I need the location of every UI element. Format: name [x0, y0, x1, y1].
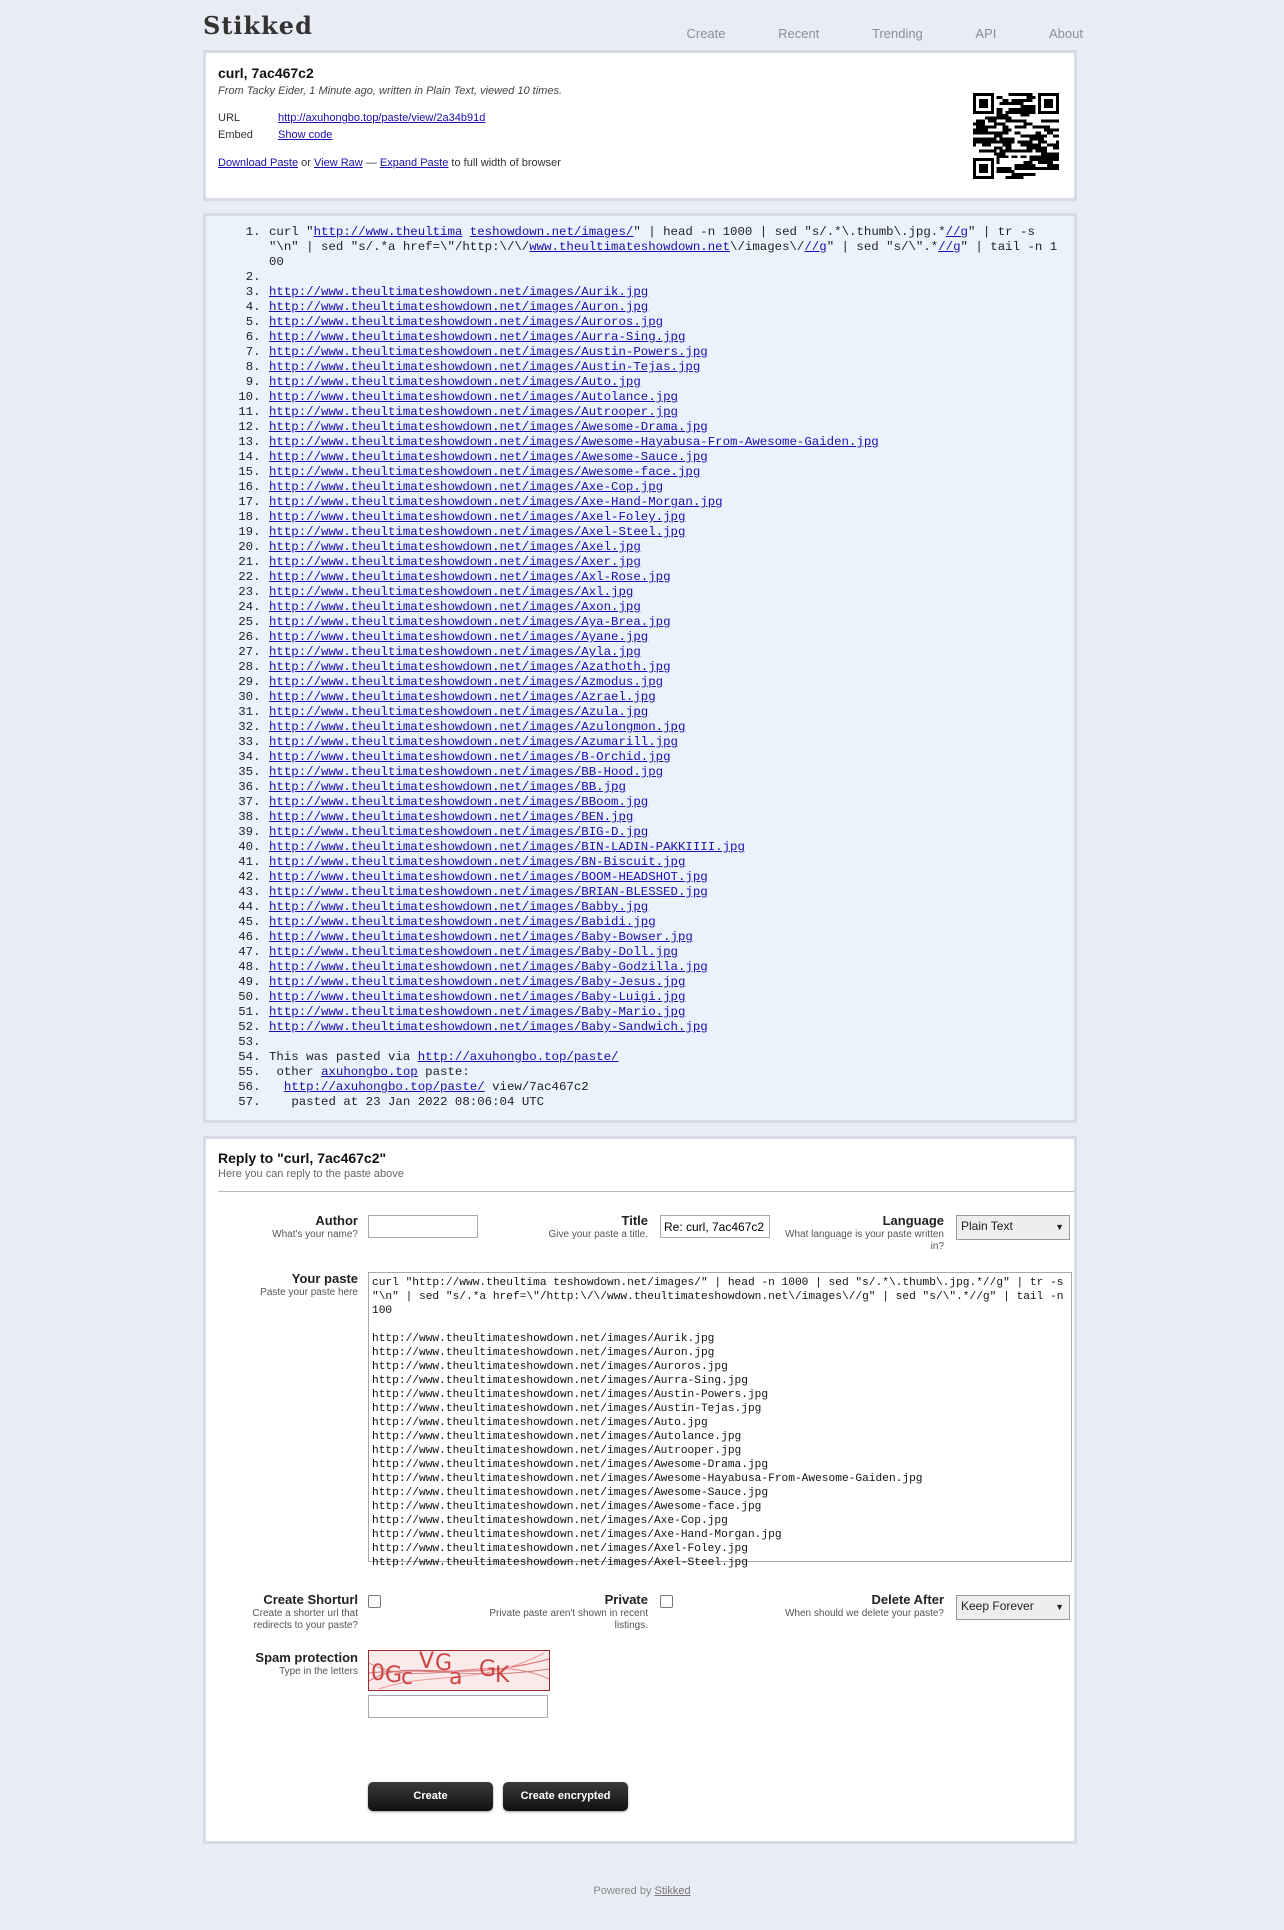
code-line	[268, 375, 1064, 390]
code-link[interactable]: http://www.theultimateshowdown.net/images/BN-Biscuit.jpg	[269, 855, 686, 869]
code-line	[268, 825, 1064, 840]
code-line	[268, 450, 1064, 465]
author-label: Author What's your name?	[272, 1213, 358, 1240]
delete-after-label: Delete After When should we delete your paste?	[785, 1592, 944, 1619]
code-link[interactable]: http://www.theultimateshowdown.net/images/Axon.jpg	[269, 600, 641, 614]
code-link[interactable]: http://www.theultimateshowdown.net/images/Autrooper.jpg	[269, 405, 678, 419]
nav-create[interactable]: Create	[686, 26, 726, 41]
code-link[interactable]: http://www.theultimateshowdown.net/images/Azmodus.jpg	[269, 675, 664, 689]
code-link[interactable]: http://www.theultimateshowdown.net/images/Baby-Doll.jpg	[269, 945, 678, 959]
captcha-char: V	[419, 1649, 435, 1674]
code-link[interactable]: http://www.theultimateshowdown.net/images/Axl.jpg	[269, 585, 634, 599]
code-link[interactable]: http://www.theultimateshowdown.net/images/Baby-Jesus.jpg	[269, 975, 686, 989]
show-code-link[interactable]: Show code	[278, 129, 333, 141]
code-link[interactable]: http://www.theultimateshowdown.net/images/Axel-Steel.jpg	[269, 525, 686, 539]
code-line	[268, 915, 1064, 930]
or-text: or	[298, 157, 315, 169]
code-link[interactable]: http://www.theultimateshowdown.net/images/Autolance.jpg	[269, 390, 678, 404]
code-link[interactable]: http://www.theultimateshowdown.net/images/Babby.jpg	[269, 900, 649, 914]
code-link[interactable]: http://www.theultimateshowdown.net/images/BIG-D.jpg	[269, 825, 649, 839]
code-line	[268, 585, 1064, 600]
code-line	[268, 345, 1064, 360]
code-line	[268, 360, 1064, 375]
code-link[interactable]: http://www.theultimateshowdown.net/images/Azumarill.jpg	[269, 735, 678, 749]
code-line: 55. other axuhongbo.top paste:	[268, 1065, 1064, 1080]
paste-code-box	[203, 213, 1077, 1123]
code-link[interactable]: http://www.theultimateshowdown.net/images/Awesome-Sauce.jpg	[269, 450, 708, 464]
paste-title: curl, 7ac467c2	[218, 65, 314, 81]
code-link[interactable]: http://www.theultimateshowdown.net/images/B-Orchid.jpg	[269, 750, 671, 764]
code-link[interactable]: http://www.theultimateshowdown.net/images/Ayane.jpg	[269, 630, 649, 644]
captcha-char: c	[401, 1665, 414, 1690]
code-line	[268, 975, 1064, 990]
code-line	[268, 945, 1064, 960]
code-line	[268, 660, 1064, 675]
site-header	[203, 10, 1083, 50]
code-link[interactable]: //g	[804, 240, 827, 254]
code-line	[268, 675, 1064, 690]
code-link[interactable]: http://www.theultimateshowdown.net/images/Axer.jpg	[269, 555, 641, 569]
code-line: 56. http://axuhongbo.top/paste/ view/7ac467c2	[268, 1080, 1064, 1095]
code-line	[268, 810, 1064, 825]
code-link[interactable]: http://www.theultimateshowdown.net/images/Axl-Rose.jpg	[269, 570, 671, 584]
reply-title: Reply to "curl, 7ac467c2"	[218, 1150, 387, 1166]
code-line	[268, 435, 1064, 450]
code-line	[268, 885, 1064, 900]
embed-row	[218, 129, 332, 141]
captcha-char: G	[435, 1651, 453, 1676]
captcha-char: a	[449, 1665, 463, 1690]
code-link[interactable]: http://www.theultimateshowdown.net/images/BOOM-HEADSHOT.jpg	[269, 870, 708, 884]
paste-url-link[interactable]: http://axuhongbo.top/paste/view/2a34b91d	[278, 112, 486, 124]
code-line	[268, 690, 1064, 705]
footer-text: Powered by	[593, 1885, 655, 1897]
code-line	[268, 870, 1064, 885]
code-line: 57. pasted at 23 Jan 2022 08:06:04 UTC	[268, 1095, 1064, 1110]
code-line	[268, 630, 1064, 645]
view-raw-link[interactable]: View Raw	[314, 157, 363, 169]
language-select[interactable]: Plain Text ▼	[956, 1215, 1070, 1240]
code-line	[268, 405, 1064, 420]
code-link[interactable]: http://www.theultima	[313, 225, 463, 239]
code-line	[268, 600, 1064, 615]
code-link[interactable]: http://www.theultimateshowdown.net/images/Baby-Bowser.jpg	[269, 930, 693, 944]
code-link[interactable]: http://www.theultimateshowdown.net/images/Baby-Mario.jpg	[269, 1005, 686, 1019]
code-link[interactable]: teshowdown.net/images/	[469, 225, 634, 239]
qr-code-icon	[973, 93, 1059, 179]
title-input[interactable]	[660, 1215, 770, 1238]
code-line	[268, 1005, 1064, 1020]
code-link[interactable]: http://www.theultimateshowdown.net/images/BB.jpg	[269, 780, 626, 794]
captcha-char: G	[385, 1663, 403, 1688]
shorturl-label: Create Shorturl Create a shorter url that redirects to your paste?	[252, 1592, 358, 1631]
author-input[interactable]	[368, 1215, 478, 1238]
code-line	[268, 855, 1064, 870]
url-row	[218, 112, 485, 124]
title-label: Title Give your paste a title.	[548, 1213, 648, 1240]
paste-info-box	[203, 50, 1077, 201]
code-line	[268, 900, 1064, 915]
code-link[interactable]: http://axuhongbo.top/paste/	[283, 1080, 485, 1094]
paste-textarea[interactable]: curl "http://www.theultima teshowdown.net/images/" | head -n 1000 | sed "s/.*\.thumb\.jpg.*//g" | tr -s "\n" | sed "s/.*a href=\"/http:\/\/www.theultimateshowdown.net\/images\//g" | sed "s/\".*//g" | tail -n 100 http://www.theultimateshowdown.net/images/Aurik.jpg http://www.theultimateshowdown.net/images/Auron.jpg http://www.theultimateshowdown.net/images/Auroros.jpg http://www.theultimateshowdown.net/images/Aurra-Sing.jpg http://www.theultimateshowdown.net/images/Austin-Powers.jpg http://www.theultimateshowdown.net/images/Austin-Tejas.jpg http://www.theultimateshowdown.net/images/Auto.jpg http://www.theultimateshowdown.net/images/Autolance.jpg http://www.theultimateshowdown.net/images/Autrooper.jpg http://www.theultimateshowdown.net/images/Awesome-Drama.jpg http://www.theultimateshowdown.net/images/Awesome-Hayabusa-From-Awesome-Gaiden.jpg http://www.theultimateshowdown.net/images/Awesome-Sauce.jpg http://www.theultimateshowdown.net/images/Awesome-face.jpg http://www.theultimateshowdown.net/images/Axe-Cop.jpg http://www.theultimateshowdown.net/images/Axe-Hand-Morgan.jpg http://www.theultimateshowdown.net/images/Axel-Foley.jpg http://www.theultimateshowdown.net/images/Axel-Steel.jpg	[368, 1272, 1072, 1562]
code-line	[268, 645, 1064, 660]
chevron-down-icon: ▼	[1055, 1222, 1064, 1232]
code-line: 1. curl "http://www.theultima teshowdown.net/images/" | head -n 1000 | sed "s/.*\.thumb\.jpg.*//g" | tr -s "\n" | sed "s/.*a href=\"/http:\/\/www.theultimateshowdown.net\/images\///g" | sed "s/\".*//g" | tail -n 100	[268, 225, 1064, 270]
paste-actions	[218, 157, 561, 169]
code-line	[268, 510, 1064, 525]
code-link[interactable]: http://www.theultimateshowdown.net/images/BBoom.jpg	[269, 795, 649, 809]
delete-after-select[interactable]: Keep Forever ▼	[956, 1595, 1070, 1620]
code-line	[268, 465, 1064, 480]
nav-api[interactable]: API	[975, 26, 997, 41]
code-line	[268, 1020, 1064, 1035]
code-link[interactable]: http://www.theultimateshowdown.net/images/Azula.jpg	[269, 705, 649, 719]
language-label: Language What language is your paste written in?	[785, 1213, 944, 1252]
code-line	[268, 780, 1064, 795]
code-link[interactable]: http://www.theultimateshowdown.net/images/BIN-LADIN-PAKKIIII.jpg	[269, 840, 745, 854]
code-link[interactable]: http://www.theultimateshowdown.net/images/Axel.jpg	[269, 540, 641, 554]
code-link[interactable]: http://www.theultimateshowdown.net/images/BRIAN-BLESSED.jpg	[269, 885, 708, 899]
expand-paste-link[interactable]: Expand Paste	[379, 157, 449, 169]
code-link[interactable]: http://www.theultimateshowdown.net/images/Azulongmon.jpg	[269, 720, 686, 734]
code-line	[268, 315, 1064, 330]
code-line	[268, 270, 1064, 285]
main-nav	[637, 26, 1083, 41]
code-link[interactable]: http://www.theultimateshowdown.net/images/BB-Hood.jpg	[269, 765, 664, 779]
code-link[interactable]: http://www.theultimateshowdown.net/images/Azrael.jpg	[269, 690, 656, 704]
code-line: 54. This was pasted via http://axuhongbo.top/paste/	[268, 1050, 1064, 1065]
reply-subtitle: Here you can reply to the paste above	[218, 1168, 404, 1180]
code-line	[268, 285, 1064, 300]
code-line	[268, 990, 1064, 1005]
spam-label: Spam protection Type in the letters	[255, 1650, 358, 1677]
code-line	[268, 705, 1064, 720]
code-line	[268, 720, 1064, 735]
code-link[interactable]: http://www.theultimateshowdown.net/images/Aurra-Sing.jpg	[269, 330, 686, 344]
code-link[interactable]: http://www.theultimateshowdown.net/images/Baby-Sandwich.jpg	[269, 1020, 708, 1034]
code-line	[268, 765, 1064, 780]
dash-text: —	[362, 157, 380, 169]
code-line	[268, 750, 1064, 765]
code-link[interactable]: http://www.theultimateshowdown.net/images/Baby-Godzilla.jpg	[269, 960, 708, 974]
code-line	[268, 300, 1064, 315]
private-label: Private Private paste aren't shown in recent listings.	[489, 1592, 648, 1631]
code-link[interactable]: http://www.theultimateshowdown.net/images/Ayla.jpg	[269, 645, 641, 659]
code-link[interactable]: http://www.theultimateshowdown.net/images/Baby-Luigi.jpg	[269, 990, 686, 1004]
divider	[218, 1191, 1074, 1192]
code-line	[268, 960, 1064, 975]
code-link[interactable]: axuhongbo.top	[321, 1065, 418, 1079]
code-line	[268, 735, 1064, 750]
embed-label: Embed	[218, 129, 253, 141]
private-checkbox[interactable]	[660, 1595, 673, 1608]
code-link[interactable]: http://www.theultimateshowdown.net/images/Austin-Tejas.jpg	[269, 360, 701, 374]
shorturl-checkbox[interactable]	[368, 1595, 381, 1608]
code-link[interactable]: http://www.theultimateshowdown.net/images/Awesome-face.jpg	[269, 465, 701, 479]
code-link[interactable]: http://www.theultimateshowdown.net/images/Babidi.jpg	[269, 915, 656, 929]
reply-form	[203, 1136, 1077, 1844]
code-line	[268, 555, 1064, 570]
code-link[interactable]: //g	[938, 240, 961, 254]
expand-suffix-text: to full width of browser	[448, 157, 561, 169]
code-line	[268, 570, 1064, 585]
code-link[interactable]: http://www.theultimateshowdown.net/images/Awesome-Drama.jpg	[269, 420, 708, 434]
code-link[interactable]: //g	[945, 225, 968, 239]
site-logo[interactable]: Stikked	[203, 11, 313, 40]
chevron-down-icon: ▼	[1055, 1602, 1064, 1612]
url-label: URL	[218, 112, 241, 124]
code-line	[268, 795, 1064, 810]
footer-stikked-link[interactable]: Stikked	[654, 1885, 691, 1897]
paste-meta: From Tacky Eider, 1 Minute ago, written in Plain Text, viewed 10 times.	[218, 85, 563, 97]
code-link[interactable]: http://www.theultimateshowdown.net/images/Azathoth.jpg	[269, 660, 671, 674]
code-line	[268, 420, 1064, 435]
code-line	[268, 540, 1064, 555]
code-link[interactable]: http://www.theultimateshowdown.net/images/Auron.jpg	[269, 300, 649, 314]
captcha-char: 0	[371, 1661, 385, 1686]
code-line	[268, 840, 1064, 855]
code-link[interactable]: http://www.theultimateshowdown.net/images/Axe-Cop.jpg	[269, 480, 664, 494]
nav-recent[interactable]: Recent	[778, 26, 820, 41]
captcha-char: G	[479, 1657, 497, 1682]
code-line	[268, 495, 1064, 510]
code-line	[268, 615, 1064, 630]
code-link[interactable]: http://www.theultimateshowdown.net/images/Auroros.jpg	[269, 315, 664, 329]
code-line	[268, 1035, 1064, 1050]
code-line	[268, 930, 1064, 945]
code-link[interactable]: http://www.theultimateshowdown.net/images/Axel-Foley.jpg	[269, 510, 686, 524]
code-lines	[206, 216, 1074, 1110]
download-paste-link[interactable]: Download Paste	[218, 157, 299, 169]
code-link[interactable]: http://www.theultimateshowdown.net/images/Aya-Brea.jpg	[269, 615, 671, 629]
code-link[interactable]: http://axuhongbo.top/paste/	[417, 1050, 619, 1064]
paste-label: Your paste Paste your paste here	[260, 1271, 358, 1298]
nav-trending[interactable]: Trending	[871, 26, 923, 41]
code-link[interactable]: http://www.theultimateshowdown.net/images/BEN.jpg	[269, 810, 634, 824]
code-line	[268, 525, 1064, 540]
code-link[interactable]: http://www.theultimateshowdown.net/images/Aurik.jpg	[269, 285, 649, 299]
nav-about[interactable]: About	[1049, 26, 1083, 41]
code-link[interactable]: http://www.theultimateshowdown.net/images/Auto.jpg	[269, 375, 641, 389]
captcha-char: K	[495, 1663, 510, 1688]
code-link[interactable]: http://www.theultimateshowdown.net/images/Austin-Powers.jpg	[269, 345, 708, 359]
captcha-input[interactable]	[368, 1695, 548, 1718]
code-line	[268, 390, 1064, 405]
code-link[interactable]: www.theultimateshowdown.net	[529, 240, 731, 254]
create-button[interactable]: Create	[368, 1782, 493, 1811]
captcha-image	[368, 1650, 550, 1691]
code-link[interactable]: http://www.theultimateshowdown.net/images/Axe-Hand-Morgan.jpg	[269, 495, 723, 509]
create-encrypted-button[interactable]: Create encrypted	[503, 1782, 628, 1811]
code-link[interactable]: http://www.theultimateshowdown.net/images/Awesome-Hayabusa-From-Awesome-Gaiden.jpg	[269, 435, 879, 449]
code-line	[268, 480, 1064, 495]
code-line	[268, 330, 1064, 345]
footer	[0, 1885, 1284, 1897]
